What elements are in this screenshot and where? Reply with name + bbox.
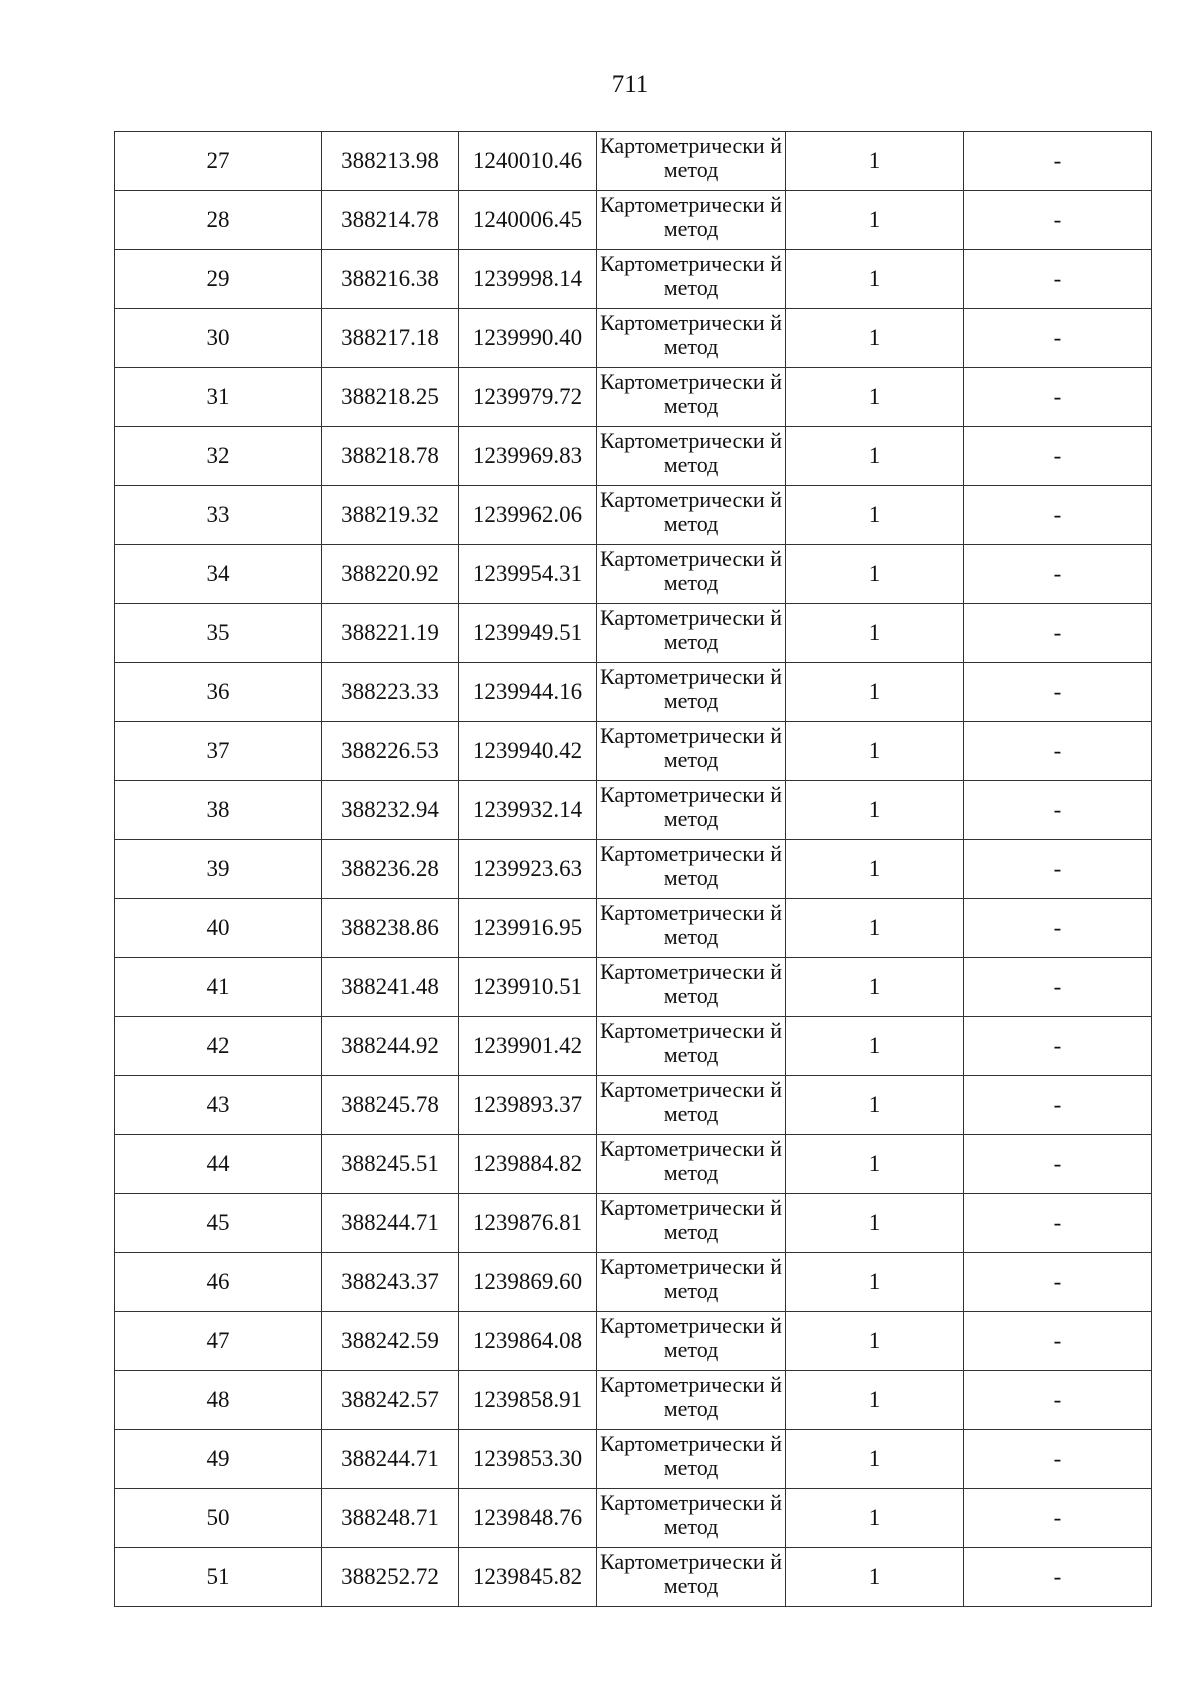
x-coordinate-cell: 388218.25: [322, 368, 459, 427]
note-cell: -: [964, 427, 1152, 486]
y-coordinate-cell: 1239910.51: [459, 958, 597, 1017]
note-cell: -: [964, 191, 1152, 250]
table-row: [115, 250, 1152, 309]
y-coordinate-cell: 1239848.76: [459, 1489, 597, 1548]
table-row: [115, 663, 1152, 722]
accuracy-cell: 1: [786, 604, 964, 663]
coordinates-table: [114, 131, 1152, 1607]
table-row: [115, 899, 1152, 958]
note-cell: -: [964, 722, 1152, 781]
method-cell: Картометрически й метод: [597, 1017, 786, 1076]
note-cell: -: [964, 1017, 1152, 1076]
accuracy-cell: 1: [786, 663, 964, 722]
point-number-cell: 29: [115, 250, 322, 309]
method-cell: Картометрически й метод: [597, 722, 786, 781]
note-cell: -: [964, 545, 1152, 604]
accuracy-cell: 1: [786, 840, 964, 899]
note-cell: -: [964, 250, 1152, 309]
accuracy-cell: 1: [786, 1548, 964, 1607]
note-cell: -: [964, 1371, 1152, 1430]
table-row: [115, 427, 1152, 486]
point-number-cell: 39: [115, 840, 322, 899]
x-coordinate-cell: 388242.57: [322, 1371, 459, 1430]
note-cell: -: [964, 1253, 1152, 1312]
table-row: [115, 781, 1152, 840]
accuracy-cell: 1: [786, 132, 964, 191]
note-cell: -: [964, 1548, 1152, 1607]
method-cell: Картометрически й метод: [597, 781, 786, 840]
point-number-cell: 42: [115, 1017, 322, 1076]
method-cell: Картометрически й метод: [597, 604, 786, 663]
y-coordinate-cell: 1239940.42: [459, 722, 597, 781]
point-number-cell: 35: [115, 604, 322, 663]
accuracy-cell: 1: [786, 899, 964, 958]
accuracy-cell: 1: [786, 1017, 964, 1076]
x-coordinate-cell: 388244.71: [322, 1194, 459, 1253]
table-row: [115, 1076, 1152, 1135]
point-number-cell: 51: [115, 1548, 322, 1607]
accuracy-cell: 1: [786, 427, 964, 486]
method-cell: Картометрически й метод: [597, 1430, 786, 1489]
method-cell: Картометрически й метод: [597, 1312, 786, 1371]
method-cell: Картометрически й метод: [597, 840, 786, 899]
accuracy-cell: 1: [786, 368, 964, 427]
point-number-cell: 40: [115, 899, 322, 958]
note-cell: -: [964, 1312, 1152, 1371]
x-coordinate-cell: 388241.48: [322, 958, 459, 1017]
accuracy-cell: 1: [786, 250, 964, 309]
x-coordinate-cell: 388236.28: [322, 840, 459, 899]
x-coordinate-cell: 388245.51: [322, 1135, 459, 1194]
x-coordinate-cell: 388243.37: [322, 1253, 459, 1312]
point-number-cell: 28: [115, 191, 322, 250]
method-cell: Картометрически й метод: [597, 250, 786, 309]
accuracy-cell: 1: [786, 958, 964, 1017]
page-number: 711: [611, 71, 649, 98]
note-cell: -: [964, 368, 1152, 427]
y-coordinate-cell: 1239949.51: [459, 604, 597, 663]
note-cell: -: [964, 132, 1152, 191]
point-number-cell: 49: [115, 1430, 322, 1489]
x-coordinate-cell: 388216.38: [322, 250, 459, 309]
x-coordinate-cell: 388218.78: [322, 427, 459, 486]
y-coordinate-cell: 1239969.83: [459, 427, 597, 486]
method-cell: Картометрически й метод: [597, 1548, 786, 1607]
accuracy-cell: 1: [786, 781, 964, 840]
table-row: [115, 1135, 1152, 1194]
table-row: [115, 1017, 1152, 1076]
y-coordinate-cell: 1239869.60: [459, 1253, 597, 1312]
accuracy-cell: 1: [786, 1253, 964, 1312]
note-cell: -: [964, 486, 1152, 545]
coordinates-table-body: [115, 132, 1152, 1607]
point-number-cell: 30: [115, 309, 322, 368]
note-cell: -: [964, 781, 1152, 840]
point-number-cell: 45: [115, 1194, 322, 1253]
table-row: [115, 958, 1152, 1017]
y-coordinate-cell: 1239916.95: [459, 899, 597, 958]
method-cell: Картометрически й метод: [597, 1076, 786, 1135]
method-cell: Картометрически й метод: [597, 899, 786, 958]
x-coordinate-cell: 388226.53: [322, 722, 459, 781]
accuracy-cell: 1: [786, 1194, 964, 1253]
point-number-cell: 43: [115, 1076, 322, 1135]
note-cell: -: [964, 899, 1152, 958]
table-row: [115, 1371, 1152, 1430]
table-row: [115, 1489, 1152, 1548]
table-row: [115, 1253, 1152, 1312]
accuracy-cell: 1: [786, 486, 964, 545]
point-number-cell: 27: [115, 132, 322, 191]
x-coordinate-cell: 388248.71: [322, 1489, 459, 1548]
y-coordinate-cell: 1239901.42: [459, 1017, 597, 1076]
x-coordinate-cell: 388213.98: [322, 132, 459, 191]
x-coordinate-cell: 388245.78: [322, 1076, 459, 1135]
y-coordinate-cell: 1239990.40: [459, 309, 597, 368]
y-coordinate-cell: 1239923.63: [459, 840, 597, 899]
table-row: [115, 1430, 1152, 1489]
note-cell: -: [964, 958, 1152, 1017]
note-cell: -: [964, 309, 1152, 368]
point-number-cell: 41: [115, 958, 322, 1017]
note-cell: -: [964, 1194, 1152, 1253]
method-cell: Картометрически й метод: [597, 368, 786, 427]
x-coordinate-cell: 388221.19: [322, 604, 459, 663]
point-number-cell: 33: [115, 486, 322, 545]
method-cell: Картометрически й метод: [597, 663, 786, 722]
method-cell: Картометрически й метод: [597, 132, 786, 191]
point-number-cell: 48: [115, 1371, 322, 1430]
method-cell: Картометрически й метод: [597, 486, 786, 545]
note-cell: -: [964, 604, 1152, 663]
x-coordinate-cell: 388217.18: [322, 309, 459, 368]
table-row: [115, 840, 1152, 899]
point-number-cell: 31: [115, 368, 322, 427]
y-coordinate-cell: 1239998.14: [459, 250, 597, 309]
x-coordinate-cell: 388214.78: [322, 191, 459, 250]
x-coordinate-cell: 388220.92: [322, 545, 459, 604]
y-coordinate-cell: 1240010.46: [459, 132, 597, 191]
y-coordinate-cell: 1240006.45: [459, 191, 597, 250]
y-coordinate-cell: 1239853.30: [459, 1430, 597, 1489]
y-coordinate-cell: 1239884.82: [459, 1135, 597, 1194]
point-number-cell: 44: [115, 1135, 322, 1194]
note-cell: -: [964, 663, 1152, 722]
y-coordinate-cell: 1239932.14: [459, 781, 597, 840]
x-coordinate-cell: 388242.59: [322, 1312, 459, 1371]
y-coordinate-cell: 1239864.08: [459, 1312, 597, 1371]
point-number-cell: 36: [115, 663, 322, 722]
method-cell: Картометрически й метод: [597, 191, 786, 250]
y-coordinate-cell: 1239962.06: [459, 486, 597, 545]
method-cell: Картометрически й метод: [597, 1371, 786, 1430]
accuracy-cell: 1: [786, 1076, 964, 1135]
method-cell: Картометрически й метод: [597, 545, 786, 604]
table-row: [115, 486, 1152, 545]
method-cell: Картометрически й метод: [597, 958, 786, 1017]
accuracy-cell: 1: [786, 1371, 964, 1430]
y-coordinate-cell: 1239944.16: [459, 663, 597, 722]
point-number-cell: 38: [115, 781, 322, 840]
accuracy-cell: 1: [786, 545, 964, 604]
note-cell: -: [964, 840, 1152, 899]
y-coordinate-cell: 1239954.31: [459, 545, 597, 604]
point-number-cell: 32: [115, 427, 322, 486]
point-number-cell: 34: [115, 545, 322, 604]
table-row: [115, 132, 1152, 191]
point-number-cell: 47: [115, 1312, 322, 1371]
x-coordinate-cell: 388252.72: [322, 1548, 459, 1607]
table-row: [115, 1312, 1152, 1371]
method-cell: Картометрически й метод: [597, 1489, 786, 1548]
note-cell: -: [964, 1489, 1152, 1548]
table-row: [115, 309, 1152, 368]
note-cell: -: [964, 1076, 1152, 1135]
method-cell: Картометрически й метод: [597, 1253, 786, 1312]
method-cell: Картометрически й метод: [597, 1135, 786, 1194]
table-row: [115, 1194, 1152, 1253]
table-row: [115, 604, 1152, 663]
accuracy-cell: 1: [786, 1489, 964, 1548]
y-coordinate-cell: 1239845.82: [459, 1548, 597, 1607]
point-number-cell: 37: [115, 722, 322, 781]
note-cell: -: [964, 1430, 1152, 1489]
accuracy-cell: 1: [786, 722, 964, 781]
y-coordinate-cell: 1239876.81: [459, 1194, 597, 1253]
note-cell: -: [964, 1135, 1152, 1194]
y-coordinate-cell: 1239979.72: [459, 368, 597, 427]
method-cell: Картометрически й метод: [597, 309, 786, 368]
table-row: [115, 368, 1152, 427]
x-coordinate-cell: 388232.94: [322, 781, 459, 840]
x-coordinate-cell: 388238.86: [322, 899, 459, 958]
table-row: [115, 722, 1152, 781]
y-coordinate-cell: 1239858.91: [459, 1371, 597, 1430]
x-coordinate-cell: 388219.32: [322, 486, 459, 545]
x-coordinate-cell: 388223.33: [322, 663, 459, 722]
x-coordinate-cell: 388244.71: [322, 1430, 459, 1489]
y-coordinate-cell: 1239893.37: [459, 1076, 597, 1135]
accuracy-cell: 1: [786, 309, 964, 368]
table-row: [115, 191, 1152, 250]
accuracy-cell: 1: [786, 1312, 964, 1371]
method-cell: Картометрически й метод: [597, 427, 786, 486]
table-row: [115, 545, 1152, 604]
table-row: [115, 1548, 1152, 1607]
point-number-cell: 50: [115, 1489, 322, 1548]
accuracy-cell: 1: [786, 191, 964, 250]
x-coordinate-cell: 388244.92: [322, 1017, 459, 1076]
method-cell: Картометрически й метод: [597, 1194, 786, 1253]
point-number-cell: 46: [115, 1253, 322, 1312]
accuracy-cell: 1: [786, 1135, 964, 1194]
accuracy-cell: 1: [786, 1430, 964, 1489]
